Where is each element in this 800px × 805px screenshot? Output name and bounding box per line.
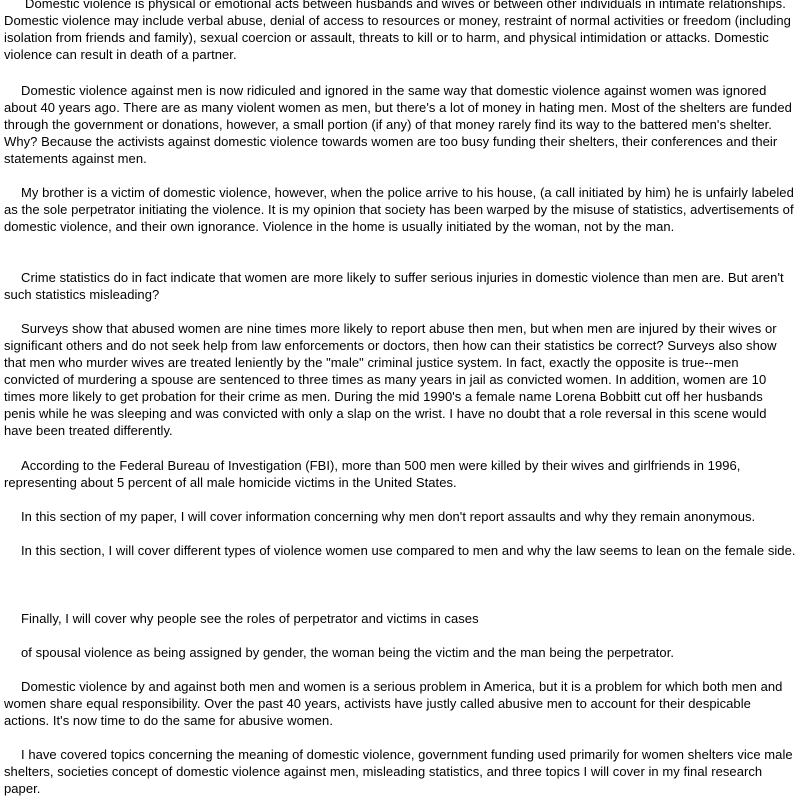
paragraph-section-one: In this section of my paper, I will cover information concerning why men don't report assaults and why they remain anonymous. <box>21 509 756 524</box>
paragraph-definition: Domestic violence is physical or emotional acts between husbands and wives or between other individuals in intimate relationships. Domestic violence may include verbal abuse, denial of access to resources or money, restraint of normal activities or freedom (including isolation from friends and family), sexual coercion or assault, threats to kill or to harm, and physical intimidation or attacks. Domestic violence can result in death of a partner. <box>4 0 791 62</box>
paragraph-ridiculed: Domestic violence against men is now ridiculed and ignored in the same way that domestic violence against women was ignored about 40 years ago. There are as many violent women as men, but there's a lot of money in hating men. Most of the shelters are funded through the government or donations, however, a small portion (if any) of that money rarely find its way to the battered men's shelter. Why? Because the activists against domestic violence towards women are too busy funding their shelters, their conferences and their statements against men. <box>4 83 792 166</box>
paragraph-crime-statistics: Crime statistics do in fact indicate that women are more likely to suffer serious injuries in domestic violence than men are. But aren't such statistics misleading? <box>4 270 784 302</box>
paragraph-brother: My brother is a victim of domestic violence, however, when the police arrive to his house, (a call initiated by him) he is unfairly labeled as the sole perpetrator initiating the violence. It is my opinion that society has been warped by the misuse of statistics, advertisements of domestic violence, and their own ignorance. Violence in the home is usually initiated by the woman, not by the man. <box>4 185 794 234</box>
paragraph-finally: Finally, I will cover why people see the roles of perpetrator and victims in cases <box>21 611 479 626</box>
paragraph-serious-problem: Domestic violence by and against both men and women is a serious problem in America, but it is a problem for which both men and women share equal responsibility. Over the past 40 years, activists have justly called abusive men to account for their despicable actions. It's now time to do the same for abusive women. <box>4 679 783 728</box>
paragraph-conclusion: I have covered topics concerning the meaning of domestic violence, government funding used primarily for women shelters vice male shelters, societies concept of domestic violence against men, misleading statistics, and three topics I will cover in my final research paper. <box>4 747 793 796</box>
paragraph-section-two: In this section, I will cover different types of violence women use compared to men and why the law seems to lean on the female side. <box>21 543 796 558</box>
paragraph-surveys: Surveys show that abused women are nine times more likely to report abuse then men, but when men are injured by their wives or significant others and do not seek help from law enforcements or doctors, then how can their statistics be correct? Surveys also show that men who murder wives are treated leniently by the "male" criminal justice system. In fact, exactly the opposite is true--men convicted of murdering a spouse are sentenced to three times as many years in jail as convicted women. In addition, women are 10 times more likely to get probation for their crime as men. During the mid 1990's a female name Lorena Bobbitt cut off her husbands penis while he was sleeping and was convicted with only a slap on the wrist. I have no doubt that a role reversal in this scene would have been treated differently. <box>4 321 777 438</box>
paragraph-spousal: of spousal violence as being assigned by gender, the woman being the victim and the man being the perpetrator. <box>21 645 675 660</box>
paragraph-fbi: According to the Federal Bureau of Investigation (FBI), more than 500 men were killed by their wives and girlfriends in 1996, representing about 5 percent of all male homicide victims in the United States. <box>4 458 741 490</box>
